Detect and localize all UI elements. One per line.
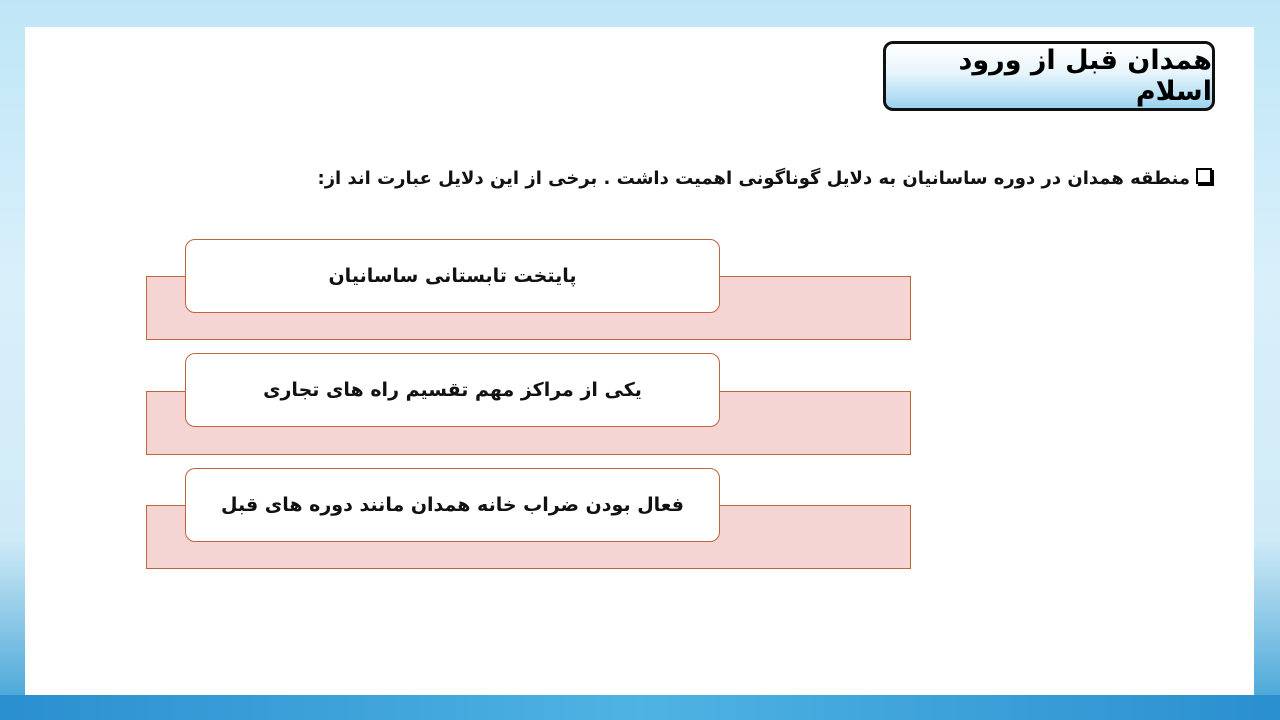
- intro-paragraph: [292, 165, 1212, 193]
- item-2-label: یکی از مراکز مهم تقسیم راه های تجاری: [263, 379, 642, 401]
- item-1-label: پایتخت تابستانی ساسانیان: [328, 265, 577, 287]
- item-2-box: [185, 353, 720, 427]
- item-1-box: [185, 239, 720, 313]
- bottom-band: [0, 695, 1280, 720]
- checkbox-bullet-icon: [1196, 168, 1212, 184]
- title-box: [883, 41, 1215, 111]
- slide-title: همدان قبل از ورود اسلام: [958, 45, 1212, 107]
- intro-text: منطقه همدان در دوره ساسانیان به دلایل گوناگونی اهمیت داشت . برخی از این دلایل عبارت اند از:: [317, 168, 1190, 189]
- item-3-label: فعال بودن ضراب خانه همدان مانند دوره های قبل: [221, 494, 684, 516]
- item-3-box: [185, 468, 720, 542]
